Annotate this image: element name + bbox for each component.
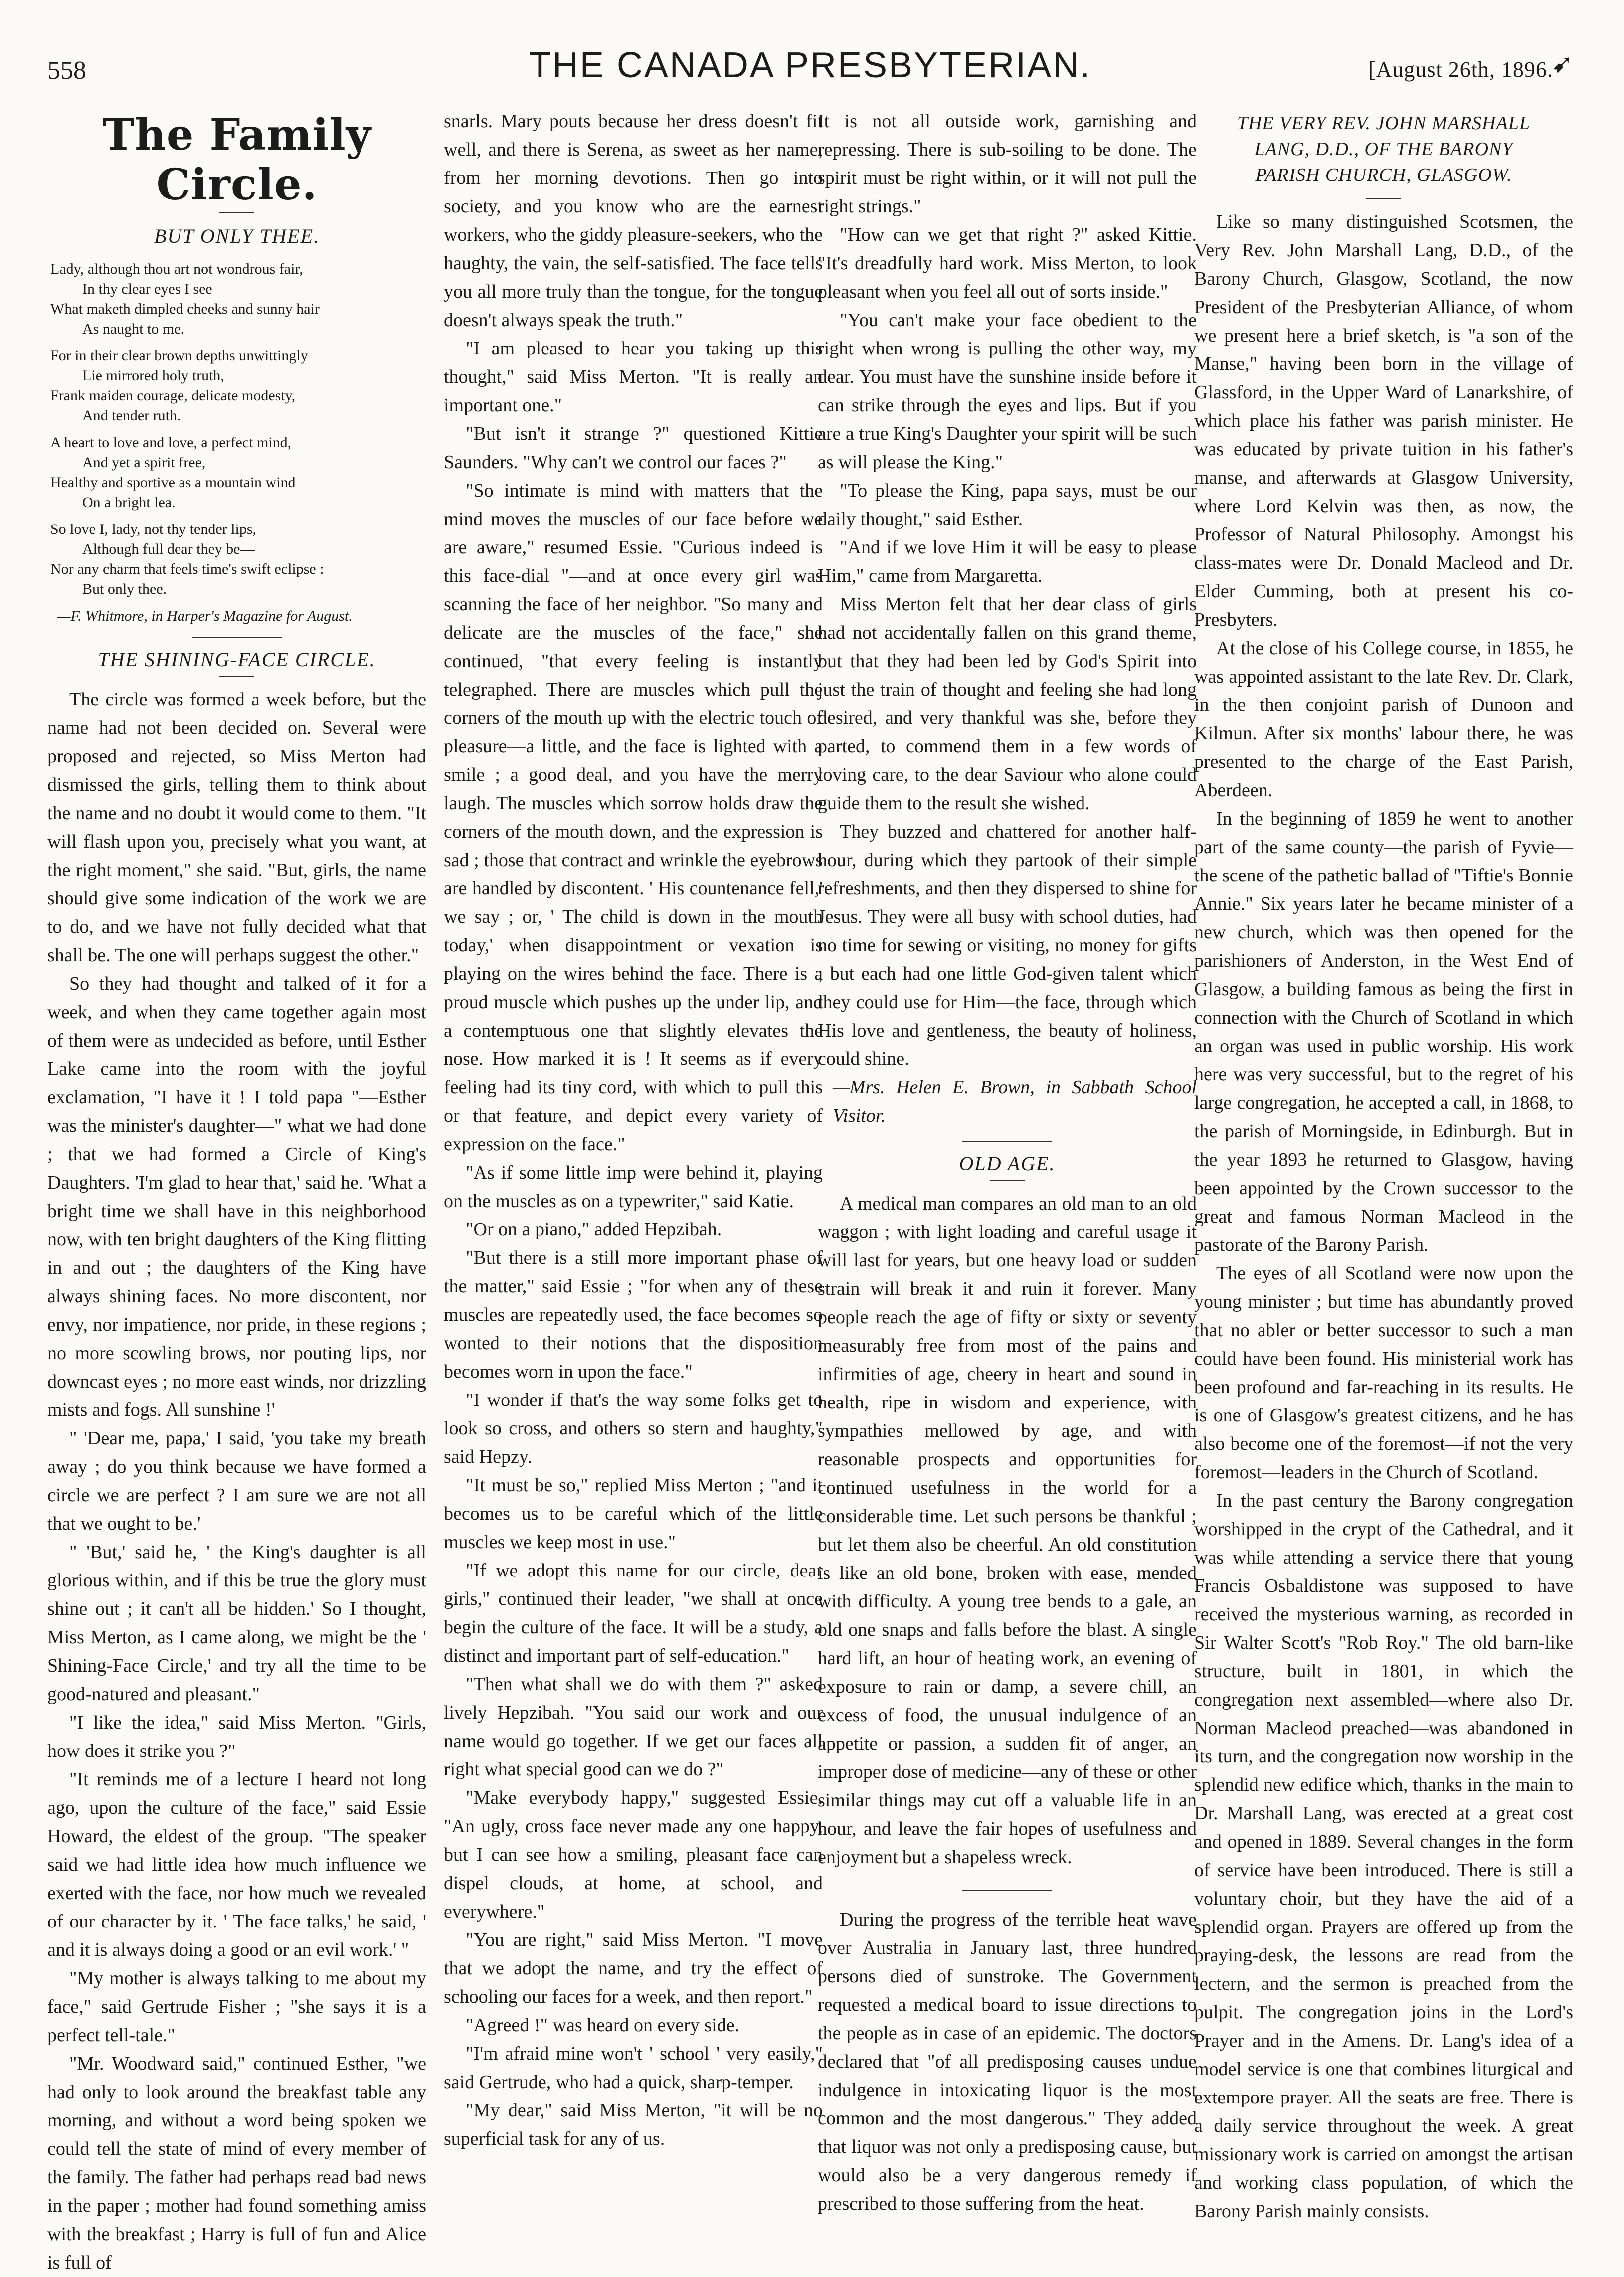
- poem-line: But only thee.: [82, 581, 167, 597]
- poem-line: Nor any charm that feels time's swift eclipse :: [50, 561, 324, 577]
- paragraph: "I'm afraid mine won't ' school ' very easily," said Gertrude, who had a quick, sharp-temper.: [444, 2043, 823, 2093]
- poem-line: So love I, lady, not thy tender lips,: [50, 521, 256, 537]
- corner-mark-icon: ➹: [1551, 50, 1573, 78]
- poem-line: Although full dear they be—: [82, 541, 255, 557]
- paragraph: "Agreed !" was heard on every side.: [466, 2015, 740, 2036]
- paragraph: The circle was formed a week before, but the name had not been decided on. Several were proposed and rejected, so Miss Merton had dismissed the girls, telling them to think about the name and no doubt it would come to them. "It will flash upon you, precisely what you want, at the right moment," she said. "But, girls, the name should give some indication of the work we are to do, and we have not fully decided what that shall be. The one will perhaps suggest the other.": [47, 689, 426, 966]
- paragraph: The eyes of all Scotland were now upon the young minister ; but time has abundantly proved that no abler or better successor to such a man could have been found. His ministerial work has been profound and far-reaching in its results. He is one of Glasgow's greatest citizens, and he has also become one of the foremost—if not the very foremost—leaders in the Church of Scotland.: [1194, 1263, 1573, 1483]
- family-circle-title: The Family Circle.: [102, 110, 371, 210]
- paragraph: Like so many distinguished Scotsmen, the Very Rev. John Marshall Lang, D.D., of the Barony Church, Glasgow, Scotland, the now President of the Presbyterian Alliance, of whom we present here a brief sketch, is "a son of the Manse," having been born in the village of Glassford, in the Upper Ward of Lanarkshire, of which place his father was parish minister. He was educated by private tuition in his father's manse, and afterwards at Glasgow University, where Lord Kelvin was then, as now, the Professor of Natural Philosophy. Amongst his class-mates were Dr. Donald Macleod and Dr. Elder Cumming, both at present his co-Presbyters.: [1194, 211, 1573, 630]
- paragraph: snarls. Mary pouts because her dress doesn't fit well, and there is Serena, as sweet as her name, from her morning devotions. Then go into society, and you know who are the earnest workers, who the giddy pleasure-seekers, who the haughty, the vain, the self-satisfied. The face tells you all more truly than the tongue, for the tongue doesn't always speak the truth.": [444, 111, 823, 331]
- paragraph: In the past century the Barony congregation worshipped in the crypt of the Cathedral, and it was while attending a service there that young Francis Osbaldistone was supposed to have received the mysterious warning, as recorded in Sir Walter Scott's "Rob Roy." The old barn-like structure, built in 1801, in which the congregation next assembled—where also Dr. Norman Macleod preached—was abandoned in its turn, and the congregation now worship in the splendid new edifice which, thanks in the main to Dr. Marshall Lang, was erected at a great cost and opened in 1889. Several changes in the form of service have been introduced. There is still a voluntary choir, but they have the aid of a splendid organ. Prayers are offered up from the praying-desk, the lessons are read from the lectern, and the sermon is preached from the pulpit. The congregation joins in the Lord's Prayer and in the Amens. Dr. Lang's idea of a model service is one that combines liturgical and extempore prayer. All the seats are free. There is a daily service throughout the week. A great missionary work is carried on amongst the artisan and working class population, of which the Barony Parish mainly consists.: [1194, 1490, 1573, 2222]
- paragraph: "How can we get that right ?" asked Kittie. "It's dreadfully hard work. Miss Merton, to look pleasant when you feel all out of sorts inside.": [818, 224, 1197, 302]
- paragraph: "But there is a still more important phase of the matter," said Essie ; "for when any of these muscles are repeatedly used, the face becomes so wonted to their notions that the disposition becomes worn in upon the face.": [444, 1247, 823, 1382]
- old-age-title: OLD AGE.: [959, 1152, 1056, 1175]
- poem-line: Frank maiden courage, delicate modesty,: [50, 387, 296, 404]
- biography-title: [1194, 110, 1573, 188]
- paragraph: In the beginning of 1859 he went to another part of the same county—the parish of Fyvie—the scene of the pathetic ballad of "Tiftie's Bonnie Annie." Six years later he became minister of a new church, which was then opened for the parishioners of Anderston, in the West End of Glasgow, a building famous as being the first in connection with the Church of Scotland in which an organ was used in public worship. His work here was very successful, but to the regret of his large congregation, he accepted a call, in 1868, to the parish of Morningside, in Edinburgh. But in the year 1893 he returned to Glasgow, having been appointed by the Crown successor to the great and famous Norman Macleod in the pastorate of the Barony Parish.: [1194, 808, 1573, 1255]
- paragraph: "My mother is always talking to me about my face," said Gertrude Fisher ; "she says it is a perfect tell-tale.": [47, 1968, 426, 2046]
- divider: [1366, 198, 1401, 199]
- title-line: THE VERY REV. JOHN MARSHALL: [1237, 113, 1531, 134]
- title-line: LANG, D.D., OF THE BARONY: [1254, 139, 1513, 160]
- poem-line: A heart to love and love, a perfect mind,: [50, 434, 292, 451]
- dateline: [August 26th, 1896.: [1368, 57, 1553, 82]
- divider: [219, 212, 254, 213]
- paragraph: "Mr. Woodward said," continued Esther, "we had only to look around the breakfast table any morning, and without a word being spoken we could tell the state of mind of every member of the family. The father had perhaps read bad news in the paper ; mother had found something amiss with the breakfast ; Harry is full of fun and Alice is full of: [47, 2053, 426, 2273]
- poem-line: On a bright lea.: [82, 494, 176, 511]
- divider: [990, 1180, 1025, 1181]
- paragraph: "Or on a piano," added Hepzibah.: [466, 1219, 722, 1240]
- poem-line: Lie mirrored holy truth,: [82, 367, 224, 384]
- paragraph: " 'Dear me, papa,' I said, 'you take my breath away ; do you think because we have formed a circle we are perfect ? I am sure we are not all that we ought to be.': [47, 1428, 426, 1534]
- paragraph: "To please the King, papa says, must be our daily thought," said Esther.: [818, 480, 1197, 529]
- divider: [219, 676, 254, 677]
- poem-line: And tender ruth.: [82, 407, 181, 424]
- paragraph: "As if some little imp were behind it, playing on the muscles as on a typewriter," said Katie.: [444, 1162, 823, 1212]
- paragraph: "And if we love Him it will be easy to please Him," came from Margaretta.: [818, 537, 1197, 586]
- poem-title: BUT ONLY THEE.: [154, 225, 320, 247]
- paragraph: "It reminds me of a lecture I heard not long ago, upon the culture of the face," said Essie Howard, the eldest of the group. "The speaker said we had little idea how much influence we exerted with the face, nor how much we revealed of our character by it. ' The face talks,' he said, ' and it is always doing a good or an evil work.' ": [47, 1769, 426, 1960]
- poem-line: In thy clear eyes I see: [82, 281, 212, 297]
- poem-attribution: —F. Whitmore, in Harper's Magazine for August.: [57, 608, 353, 624]
- signature: —Mrs. Helen E. Brown, in Sabbath School Visitor.: [833, 1077, 1197, 1126]
- paragraph: It is not all outside work, garnishing and repressing. There is sub-soiling to be done. The spirit must be right within, or it will not pull the right strings.": [818, 111, 1197, 217]
- poem-line: For in their clear brown depths unwittingly: [50, 348, 308, 364]
- paragraph: "I am pleased to hear you taking up this thought," said Miss Merton. "It is really an important one.": [444, 338, 823, 416]
- poem-line: And yet a spirit free,: [82, 454, 206, 471]
- paragraph: "You are right," said Miss Merton. "I move that we adopt the name, and try the effect of schooling our faces for a week, and then report.": [444, 1929, 823, 2007]
- paragraph: At the close of his College course, in 1855, he was appointed assistant to the late Rev. Dr. Clark, in the then conjoint parish of Dunoon and Kilmun. After six months' labour there, he was presented to the charge of the East Parish, Aberdeen.: [1194, 638, 1573, 801]
- poem: [50, 259, 426, 599]
- masthead: THE CANADA PRESBYTERIAN.: [529, 45, 1092, 85]
- paragraph: "You can't make your face obedient to the right when wrong is pulling the other way, my dear. You must have the sunshine inside before it can strike through the eyes and lips. But if you are a true King's Daughter your spirit will be such as will please the King.": [818, 310, 1197, 473]
- divider: [962, 1890, 1052, 1891]
- paragraph: "I like the idea," said Miss Merton. "Girls, how does it strike you ?": [47, 1712, 426, 1761]
- paragraph: "Then what shall we do with them ?" asked lively Hepzibah. "You said our work and our name would go together. If we get our faces all right what special good can we do ?": [444, 1674, 823, 1780]
- paragraph: "Make everybody happy," suggested Essie. "An ugly, cross face never made any one happy, but I can see how a smiling, pleasant face can dispel clouds, at home, at school, and everywhere.": [444, 1787, 823, 1922]
- paragraph: "I wonder if that's the way some folks get to look so cross, and others so stern and haughty," said Hepzy.: [444, 1390, 823, 1467]
- poem-line: What maketh dimpled cheeks and sunny hair: [50, 301, 320, 317]
- poem-line: As naught to me.: [82, 321, 184, 337]
- paragraph: "So intimate is mind with matters that the mind moves the muscles of our face before we are aware," resumed Essie. "Curious indeed is this face-dial "—and at once every girl was scanning the face of her neighbor. "So many and delicate are the muscles of the face," she continued, "that every feeling is instantly telegraphed. There are muscles which pull the corners of the mouth up with the electric touch of pleasure—a little, and the face is lighted with a smile ; a good deal, and you have the merry laugh. The muscles which sorrow holds draw the corners of the mouth down, and the expression is sad ; those that contract and wrinkle the eyebrows are handled by discontent. ' His countenance fell,' we say ; or, ' The child is down in the mouth today,' when disappointment or vexation is playing on the wires behind the face. There is a proud muscle which pushes up the under lip, and a contemptuous one that slightly elevates the nose. How marked it is ! It seems as if every feeling had its tiny cord, with which to pull this or that feature, and depict every variety of expression on the face.": [444, 480, 823, 1155]
- divider: [962, 1141, 1052, 1142]
- column-1: [47, 107, 426, 2277]
- page-header: [47, 45, 1573, 100]
- poem-stanza: [50, 259, 426, 339]
- poem-stanza: [50, 520, 426, 599]
- paragraph: "If we adopt this name for our circle, dear girls," continued their leader, "we shall at once begin the culture of the face. It will be a study, a distinct and important part of self-education.": [444, 1560, 823, 1666]
- paragraph: A medical man compares an old man to an old waggon ; with light loading and careful usage it will last for years, but one heavy load or sudden strain will break it and ruin it forever. Many people reach the age of fifty or sixty or seventy measurably free from most of the pains and infirmities of age, cheery in heart and sound in health, ripe in wisdom and experience, with sympathies mellowed by age, and with reasonable prospects and opportunities for continued usefulness in the world for a considerable time. Let such persons be thankful ; but let them also be cheerful. An old constitution is like an old bone, broken with ease, mended with difficulty. A young tree bends to a gale, an old one snaps and falls before the blast. A single hard lift, an hour of heating work, an evening of exposure to rain or damp, a severe chill, an excess of food, the unusual indulgence of an appetite or passion, a sudden fit of anger, an improper dose of medicine—any of these or other similar things may cut off a valuable life in an hour, and leave the fair hopes of usefulness and enjoyment but a shapeless wreck.: [818, 1193, 1197, 1868]
- page-number: 558: [47, 56, 86, 85]
- paragraph: So they had thought and talked of it for a week, and when they came together again most of them were as undecided as before, until Esther Lake came into the room with the joyful exclamation, "I have it ! I told papa "—Esther was the minister's daughter—" what we had done ; that we had formed a Circle of King's Daughters. 'I'm glad to hear that,' said he. 'What a bright time we shall have in this neighborhood now, with ten bright daughters of the King flitting in and out ; the daughters of the King have always shining faces. No more discontent, nor envy, nor impatience, nor pride, in these regions ; no more scowling brows, nor pouting lips, nor downcast eyes ; no more east winds, nor drizzling mists and fogs. All sunshine !': [47, 973, 426, 1420]
- column-3: [818, 107, 1197, 2218]
- paragraph: "It must be so," replied Miss Merton ; "and it becomes us to be careful which of the little muscles we keep most in use.": [444, 1475, 823, 1553]
- poem-stanza: [50, 346, 426, 426]
- column-2: [444, 107, 823, 2153]
- paragraph: "My dear," said Miss Merton, "it will be no superficial task for any of us.: [444, 2100, 823, 2149]
- paragraph: Miss Merton felt that her dear class of girls had not accidentally fallen on this grand theme, but that they had been led by God's Spirit into just the train of thought and feeling she had long desired, and very thankful was she, before they parted, to commend them in a few words of loving care, to the dear Saviour who alone could guide them to the result she wished.: [818, 594, 1197, 814]
- title-line: PARISH CHURCH, GLASGOW.: [1255, 165, 1512, 185]
- paragraph: " 'But,' said he, ' the King's daughter is all glorious within, and if this be true the glory must shine out ; it can't all be hidden.' So I thought, Miss Merton, as I came along, we might be the ' Shining-Face Circle,' and try all the time to be good-natured and pleasant.": [47, 1542, 426, 1705]
- paragraph: During the progress of the terrible heat wave over Australia in January last, three hundred persons died of sunstroke. The Government requested a medical board to issue directions to the people as in case of an epidemic. The doctors declared that "of all predisposing causes undue indulgence in intoxicating liquor is the most common and the most dangerous." They added that liquor was not only a predisposing cause, but would also be a very dangerous remedy if prescribed to those suffering from the heat.: [818, 1909, 1197, 2214]
- poem-stanza: [50, 433, 426, 513]
- story-title: THE SHINING-FACE CIRCLE.: [98, 648, 376, 671]
- divider: [192, 637, 282, 638]
- poem-line: Healthy and sportive as a mountain wind: [50, 474, 296, 491]
- column-4: [1194, 107, 1573, 2226]
- paragraph: "But isn't it strange ?" questioned Kittie Saunders. "Why can't we control our faces ?": [444, 423, 823, 473]
- paragraph: They buzzed and chattered for another half-hour, during which they partook of their simple refreshments, and then they dispersed to shine for Jesus. They were all busy with school duties, had no time for sewing or visiting, no money for gifts ; but each had one little God-given talent which they could use for Him—the face, through which His love and gentleness, the beauty of holiness, could shine.: [818, 821, 1197, 1069]
- poem-line: Lady, although thou art not wondrous fair,: [50, 261, 303, 277]
